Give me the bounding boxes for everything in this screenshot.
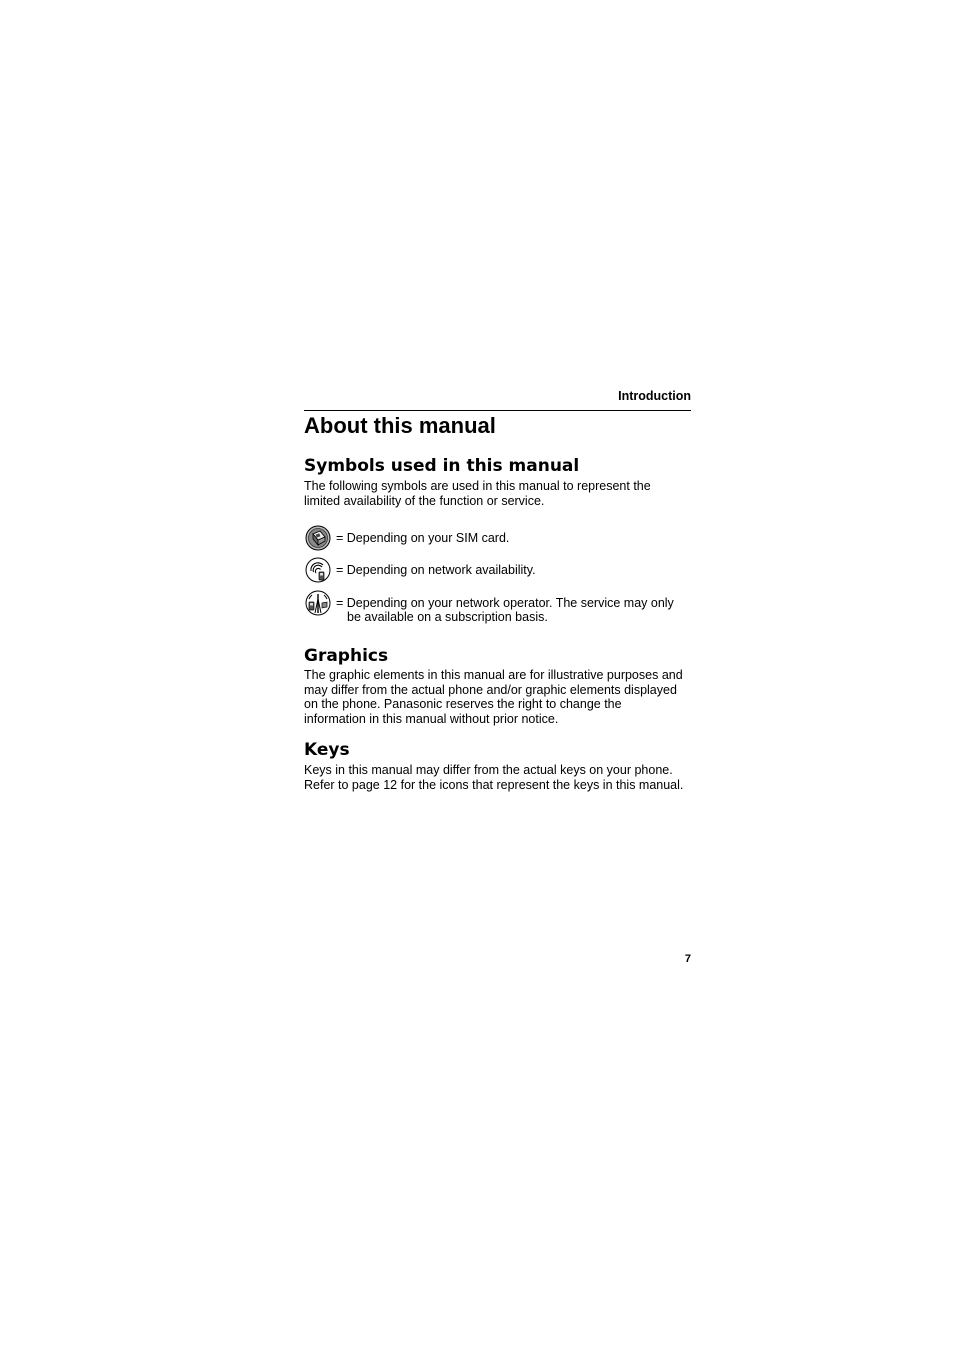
keys-line-2: Refer to page 12 for the icons that represent the keys in this manual. xyxy=(304,777,684,792)
symbol-network-operator-text-1: = Depending on your network operator. The service may only xyxy=(336,596,674,610)
graphics-paragraph xyxy=(304,668,694,726)
graphics-line-2: may differ from the actual phone and/or graphic elements displayed xyxy=(304,682,677,697)
running-header: Introduction xyxy=(618,389,691,403)
network-operator-icon xyxy=(305,590,331,616)
graphics-line-1: The graphic elements in this manual are for illustrative purposes and xyxy=(304,668,683,682)
network-icon xyxy=(305,557,331,583)
symbols-intro-line-2: limited availability of the function or service. xyxy=(304,493,545,508)
graphics-heading: Graphics xyxy=(304,646,389,666)
page-title: About this manual xyxy=(304,413,496,438)
graphics-line-4: information in this manual without prior notice. xyxy=(304,711,559,726)
keys-line-1: Keys in this manual may differ from the actual keys on your phone. xyxy=(304,763,673,777)
symbols-intro-line-1: The following symbols are used in this manual to represent the xyxy=(304,479,651,493)
page-number: 7 xyxy=(684,953,691,965)
symbol-sim-card-text: = Depending on your SIM card. xyxy=(336,531,510,545)
sim-card-icon xyxy=(305,525,331,551)
keys-heading: Keys xyxy=(304,740,350,760)
graphics-line-3: on the phone. Panasonic reserves the right to change the xyxy=(304,697,622,712)
symbols-intro xyxy=(304,479,694,508)
keys-paragraph xyxy=(304,763,694,792)
header-rule xyxy=(304,410,691,411)
symbols-heading: Symbols used in this manual xyxy=(304,456,580,476)
symbol-network-operator-text-2: be available on a subscription basis. xyxy=(347,610,548,625)
symbol-network-text: = Depending on network availability. xyxy=(336,563,536,577)
